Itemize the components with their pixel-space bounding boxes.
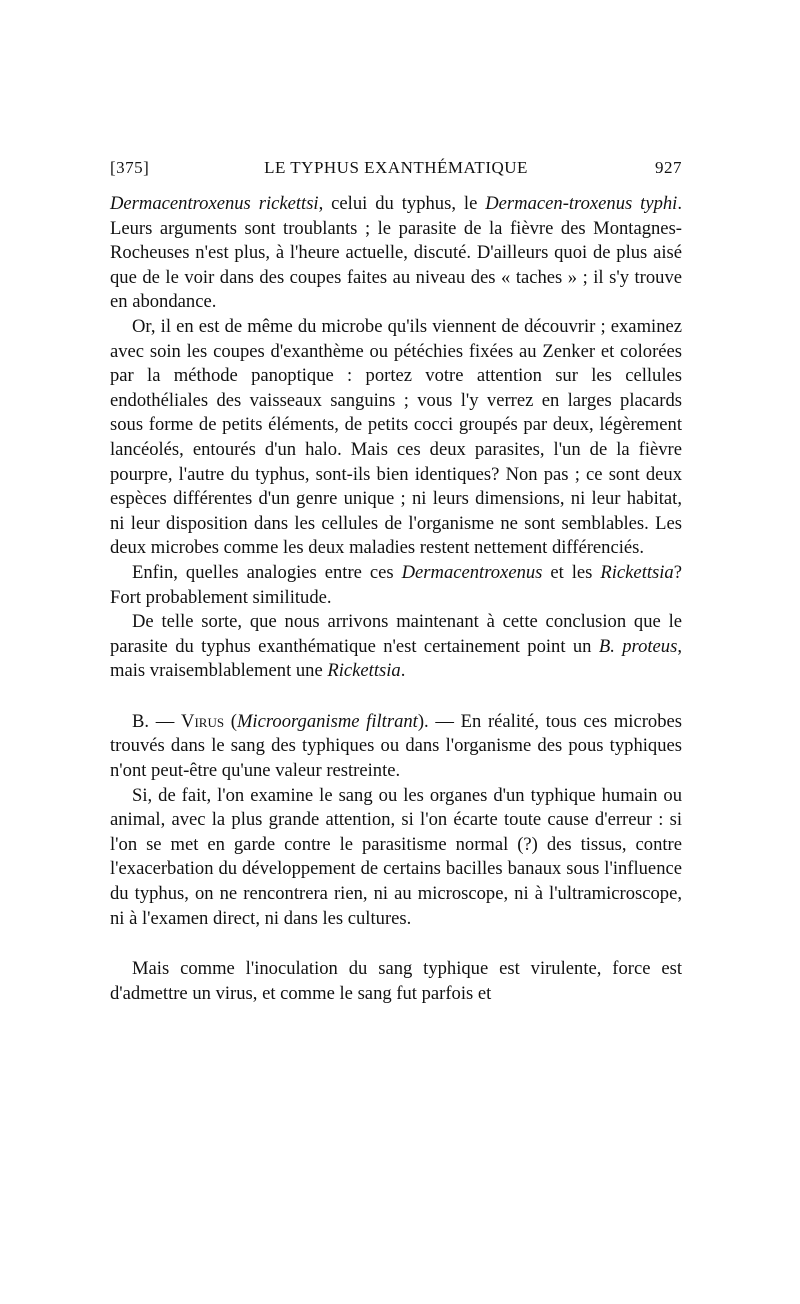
italic-term: Dermacentroxenus rickettsi — [110, 193, 319, 214]
italic-term: Rickettsia — [600, 561, 674, 583]
text-run: . — [400, 660, 406, 682]
italic-term: Microorganisme filtrant — [236, 710, 418, 732]
text-run: ? Fort probablement similitude. — [110, 561, 682, 608]
header-bracket-number: [375] — [110, 158, 150, 177]
italic-term: Dermacentroxenus — [401, 561, 543, 583]
text-run: De telle sorte, que nous arrivons maintenant à cette conclusion que le parasite du typhus exanthématique n'est certainement point un — [110, 611, 682, 657]
text-run: et les — [542, 561, 601, 583]
text-run: , celui du typhus, le — [318, 193, 486, 214]
text-run: , mais vraisemblablement une — [110, 635, 682, 682]
body-text — [110, 192, 682, 1006]
text-run: ). — En réalité, tous ces microbes trouvés dans le sang des typhiques ou dans l'organisme des pous typhiques n'ont peut-être qu'une valeur restreinte. — [110, 710, 682, 782]
text-run: ( — [224, 710, 237, 732]
paragraph-7: Mais comme l'inoculation du sang typhique est virulente, force est d'admettre un virus, et comme le sang fut parfois et — [110, 958, 682, 1004]
header-title: LE TYPHUS EXANTHÉMATIQUE — [264, 158, 528, 177]
italic-term: Rickettsia — [327, 660, 401, 682]
page-number: 927 — [655, 158, 682, 177]
paragraph-3 — [110, 561, 682, 610]
paragraph-1 — [110, 192, 682, 315]
section-heading-virus: Virus — [181, 710, 225, 732]
paragraph-2: Or, il en est de même du microbe qu'ils viennent de découvrir ; examinez avec soin les coupes d'exanthème ou pétéchies fixées au Zenker et colorées par la méthode panoptique : portez votre attention sur les cellules endothéliales des vaisseaux sanguins ; vous l'y verrez en larges placards sous forme de petits éléments, de petits cocci groupés par deux, légèrement lancéolés, entourés d'un halo. Mais ces deux parasites, l'un de la fièvre pourpre, l'autre du typhus, sont-ils bien identiques? Non pas ; ce sont deux espèces différentes d'un genre unique ; ni leurs dimensions, ni leur habitat, ni leur disposition dans les cellules de l'organisme ne sont semblables. Les deux microbes comme les deux maladies restent nettement différenciés. — [110, 315, 682, 559]
paragraph-4 — [110, 610, 682, 684]
italic-term: Dermacen-troxenus typhi — [485, 193, 678, 214]
text-run: . Leurs arguments sont troublants ; le parasite de la fièvre des Montagnes-Rocheuses n'est plus, à l'heure actuelle, discuté. D'ailleurs quoi de plus aisé que de le voir dans des coupes faites au niveau des « taches » ; il s'y trouve en abondance. — [110, 193, 682, 313]
running-header — [110, 158, 682, 186]
italic-term: B. proteus — [598, 635, 678, 657]
paragraph-6: Si, de fait, l'on examine le sang ou les organes d'un typhique humain ou animal, avec la plus grande attention, si l'on écarte toute cause d'erreur : si l'on se met en garde contre le parasitisme normal (?) des tissus, contre l'exacerbation du développement de certains bacilles banaux sous l'influence du typhus, on ne rencontrera rien, ni au microscope, ni à l'ultramicroscope, ni à l'examen direct, ni dans les cultures. — [110, 784, 682, 929]
text-run: Enfin, quelles analogies entre ces — [132, 561, 402, 583]
paragraph-5 — [110, 710, 682, 784]
text-run: B. — — [132, 710, 182, 732]
